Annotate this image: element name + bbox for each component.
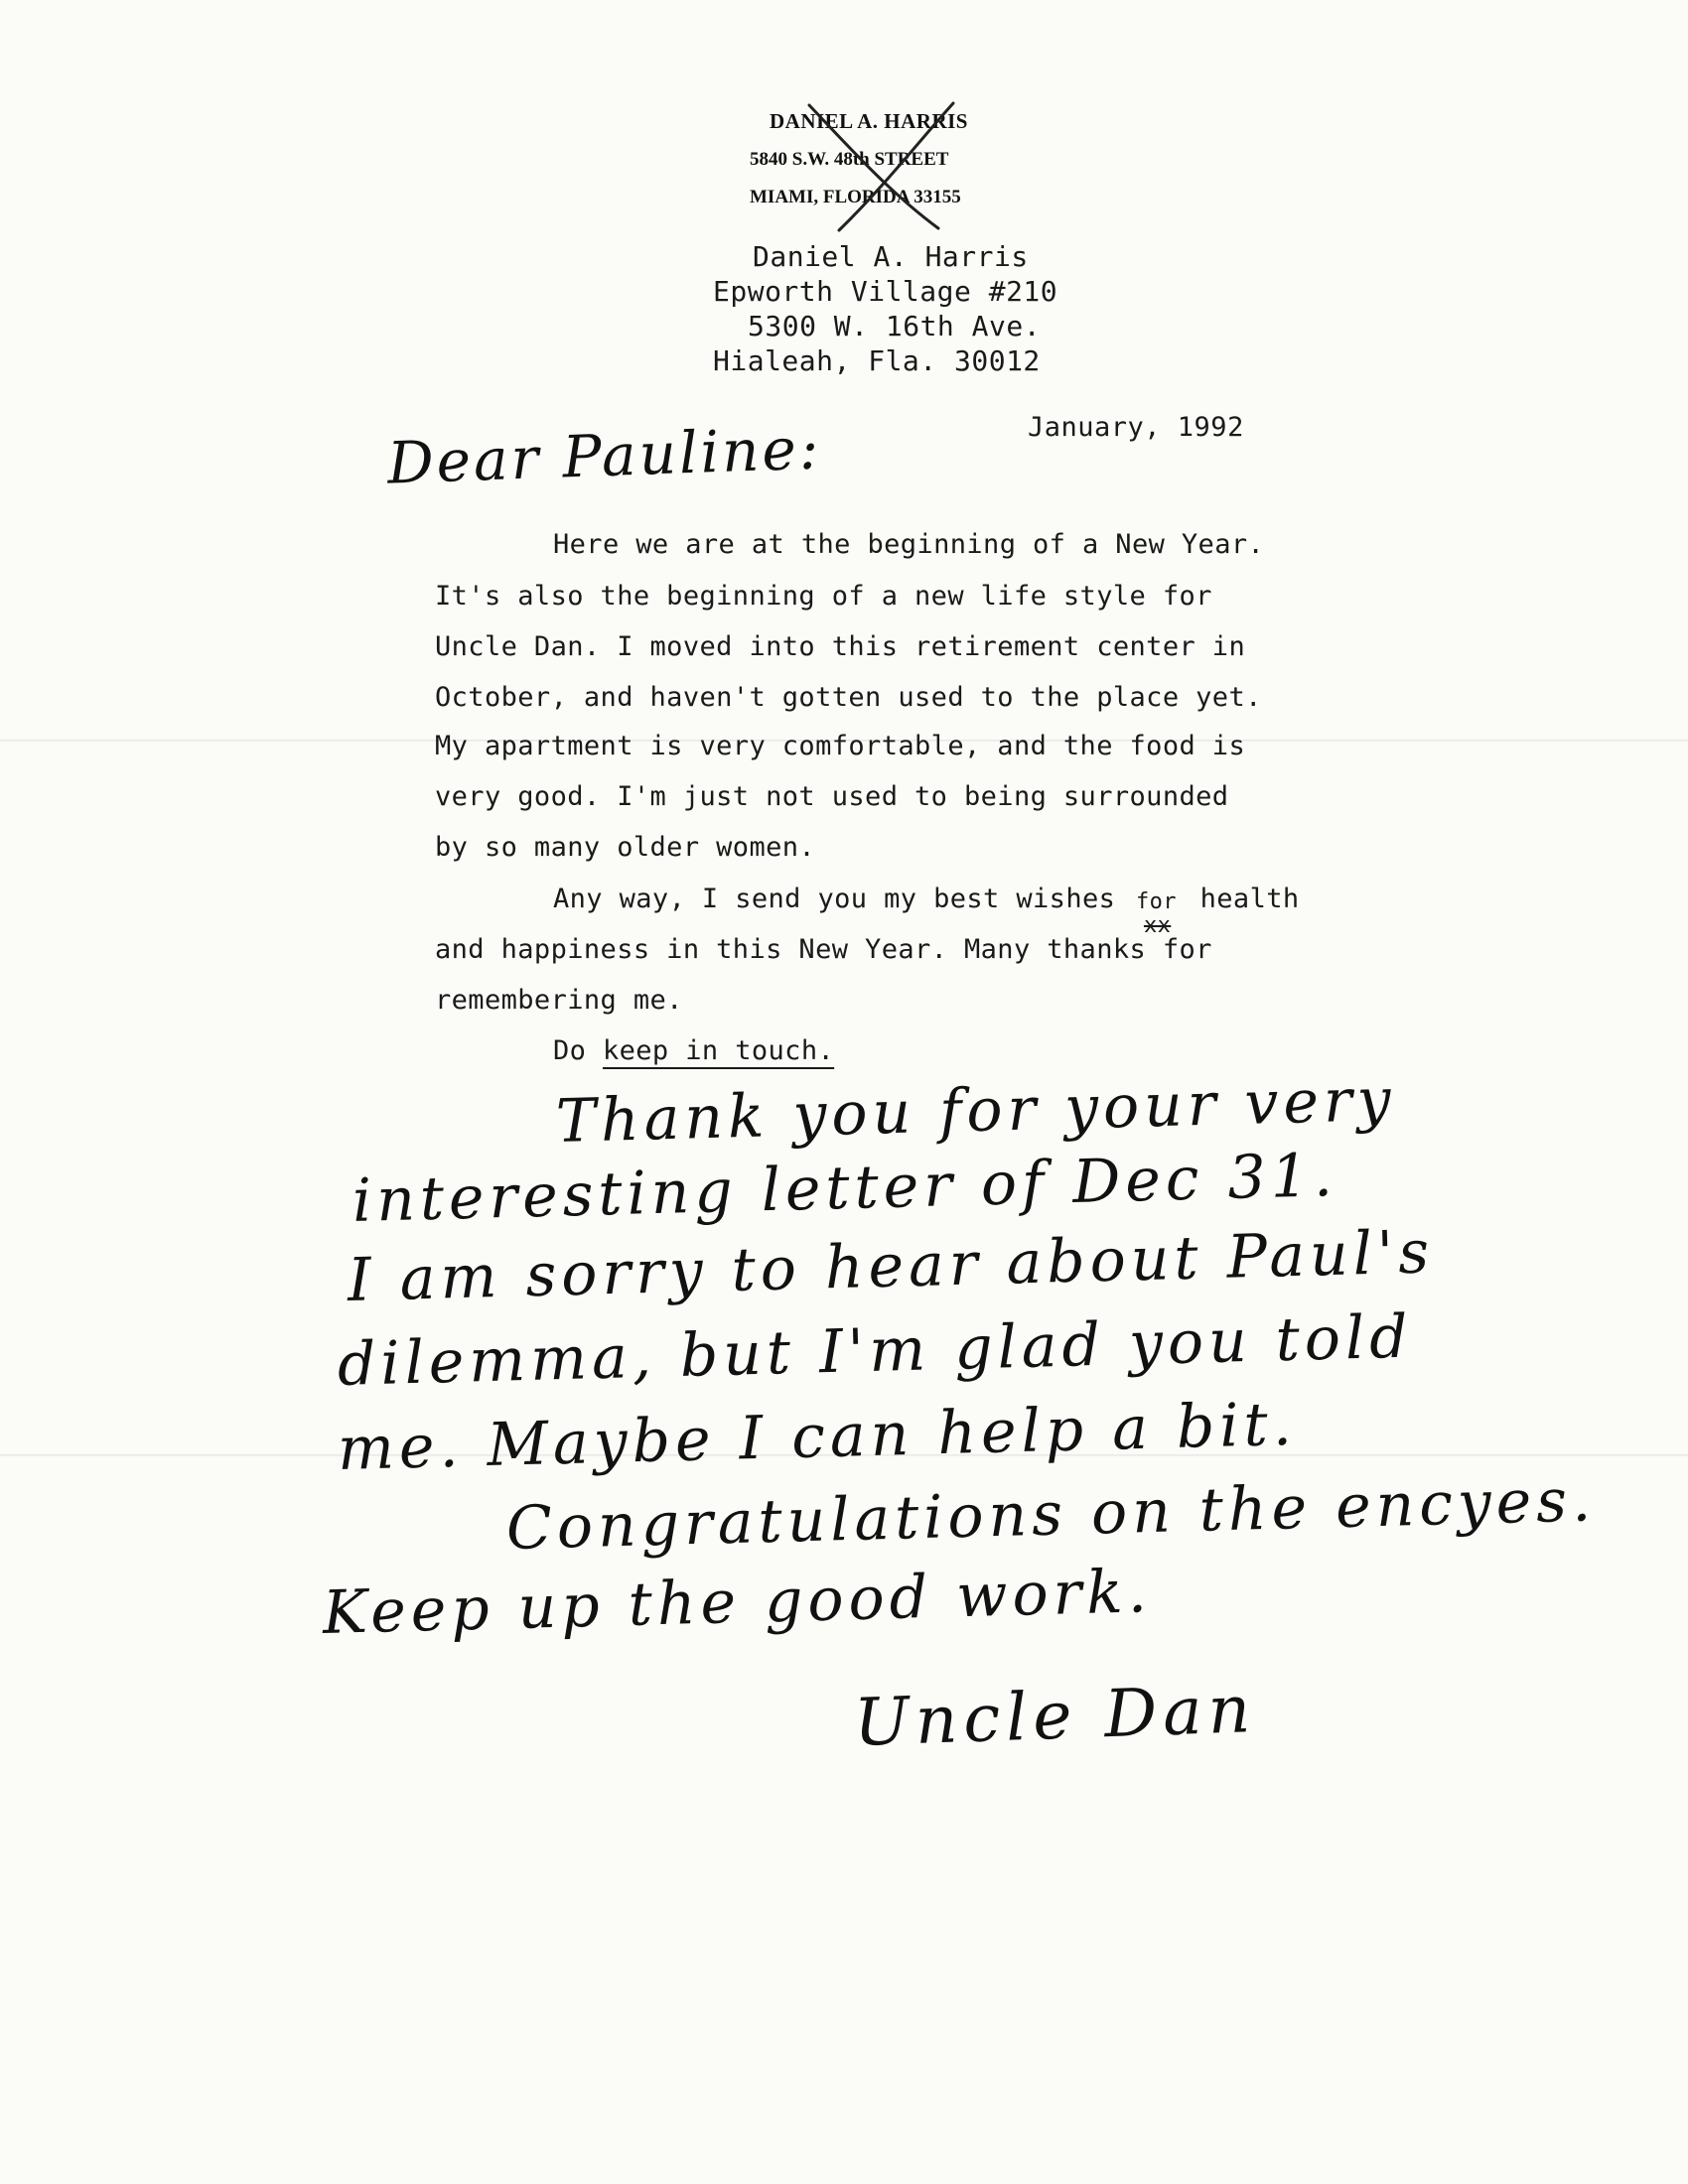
- body-line: Here we are at the beginning of a New Year.: [553, 529, 1265, 560]
- handwritten-line: Thank you for your very: [555, 1064, 1397, 1157]
- closing-prefix: Do: [553, 1035, 603, 1066]
- body-line: It's also the beginning of a new life style for: [435, 581, 1212, 612]
- closing-underlined: keep in touch.: [602, 1035, 835, 1066]
- address-line-1: Epworth Village #210: [713, 275, 1058, 308]
- handwritten-line: I am sorry to hear about Paul's: [347, 1217, 1435, 1315]
- body-line: Uncle Dan. I moved into this retirement center in: [435, 631, 1246, 662]
- handwritten-line: interesting letter of Dec 31.: [352, 1141, 1338, 1236]
- letterhead-cross-out-mark: [779, 97, 1018, 236]
- body-line-with-correction: [553, 884, 1300, 938]
- body-line: October, and haven't gotten used to the place yet.: [435, 682, 1262, 713]
- body-line: remembering me.: [435, 985, 683, 1016]
- address-line-3: Hialeah, Fla. 30012: [713, 344, 1041, 377]
- salutation: Dear Pauline:: [385, 414, 823, 497]
- letterhead-name: DANIEL A. HARRIS: [770, 109, 968, 133]
- letter-date: January, 1992: [1028, 412, 1244, 443]
- body-line: and happiness in this New Year. Many thanks for: [435, 934, 1212, 965]
- body-text: health: [1199, 884, 1300, 914]
- address-line-2: 5300 W. 16th Ave.: [748, 310, 1042, 342]
- letterhead-street: 5840 S.W. 48th STREET: [750, 149, 949, 170]
- body-line: by so many older women.: [435, 832, 816, 863]
- letterhead-city: MIAMI, FLORIDA 33155: [750, 187, 961, 207]
- handwritten-line: Keep up the good work.: [322, 1557, 1153, 1648]
- handwritten-line: dilemma, but I'm glad you told: [337, 1301, 1414, 1400]
- handwritten-line: me. Maybe I can help a bit.: [337, 1389, 1298, 1484]
- body-line: My apartment is very comfortable, and the food is: [435, 731, 1246, 761]
- signature: Uncle Dan: [852, 1670, 1258, 1762]
- body-text: Any way, I send you my best wishes: [553, 884, 1116, 914]
- sender-name: Daniel A. Harris: [753, 240, 1029, 273]
- handwritten-line: Congratulations on the encyes.: [505, 1465, 1597, 1564]
- closing-line: [553, 1035, 834, 1066]
- struck-out-word: xx: [1143, 913, 1172, 938]
- body-line: very good. I'm just not used to being surrounded: [435, 781, 1229, 812]
- inserted-word: for: [1135, 889, 1177, 914]
